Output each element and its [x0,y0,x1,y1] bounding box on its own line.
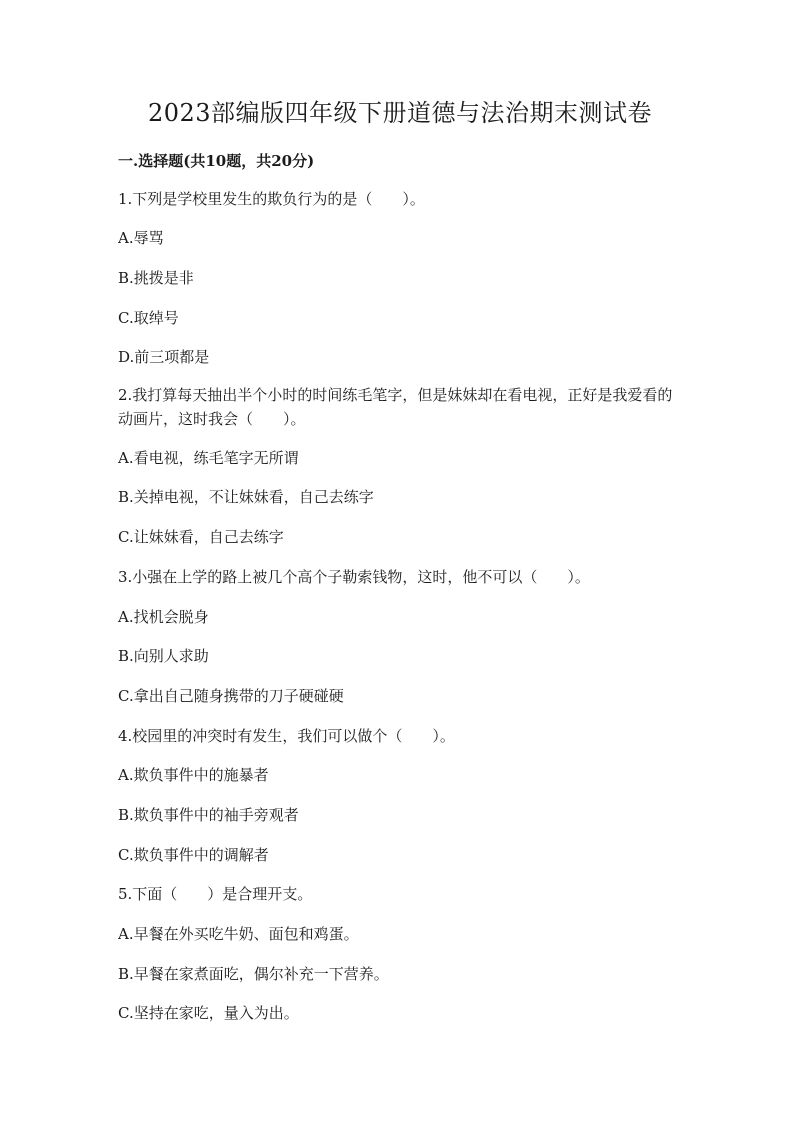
question-3-option-c: C.拿出自己随身携带的刀子硬碰硬 [118,687,344,705]
question-2-option-b: B.关掉电视，不让妹妹看，自己去练字 [118,488,374,506]
question-1-option-c: C.取绰号 [118,309,179,327]
question-1-option-b: B.挑拨是非 [118,269,194,287]
question-2-option-c: C.让妹妹看，自己去练字 [118,528,284,546]
question-1-option-d: D.前三项都是 [118,348,210,366]
question-5-option-c: C.坚持在家吃，量入为出。 [118,1004,299,1022]
question-4-option-a: A.欺负事件中的施暴者 [118,766,269,784]
question-4-option-c: C.欺负事件中的调解者 [118,846,269,864]
question-5-option-b: B.早餐在家煮面吃，偶尔补充一下营养。 [118,965,389,983]
question-2-option-a: A.看电视，练毛笔字无所谓 [118,449,299,467]
question-3-option-b: B.向别人求助 [118,647,209,665]
question-2-stem: 2.我打算每天抽出半个小时的时间练毛笔字，但是妹妹却在看电视，正好是我爱看的动画片，这时我会（ ）。 [118,386,673,428]
question-3-stem: 3.小强在上学的路上被几个高个子勒索钱物，这时，他不可以（ ）。 [118,568,590,586]
question-5-option-a: A.早餐在外买吃牛奶、面包和鸡蛋。 [118,925,359,943]
page-title: 2023部编版四年级下册道德与法治期末测试卷 [147,99,653,127]
question-5-stem: 5.下面（ ）是合理开支。 [118,885,313,903]
section-heading: 一.选择题(共10题，共20分) [118,152,315,170]
question-4-stem: 4.校园里的冲突时有发生，我们可以做个（ ）。 [118,727,455,745]
question-1-option-a: A.辱骂 [118,229,164,247]
question-4-option-b: B.欺负事件中的袖手旁观者 [118,806,299,824]
question-3-option-a: A.找机会脱身 [118,608,209,626]
question-1-stem: 1.下列是学校里发生的欺负行为的是（ ）。 [118,190,425,208]
